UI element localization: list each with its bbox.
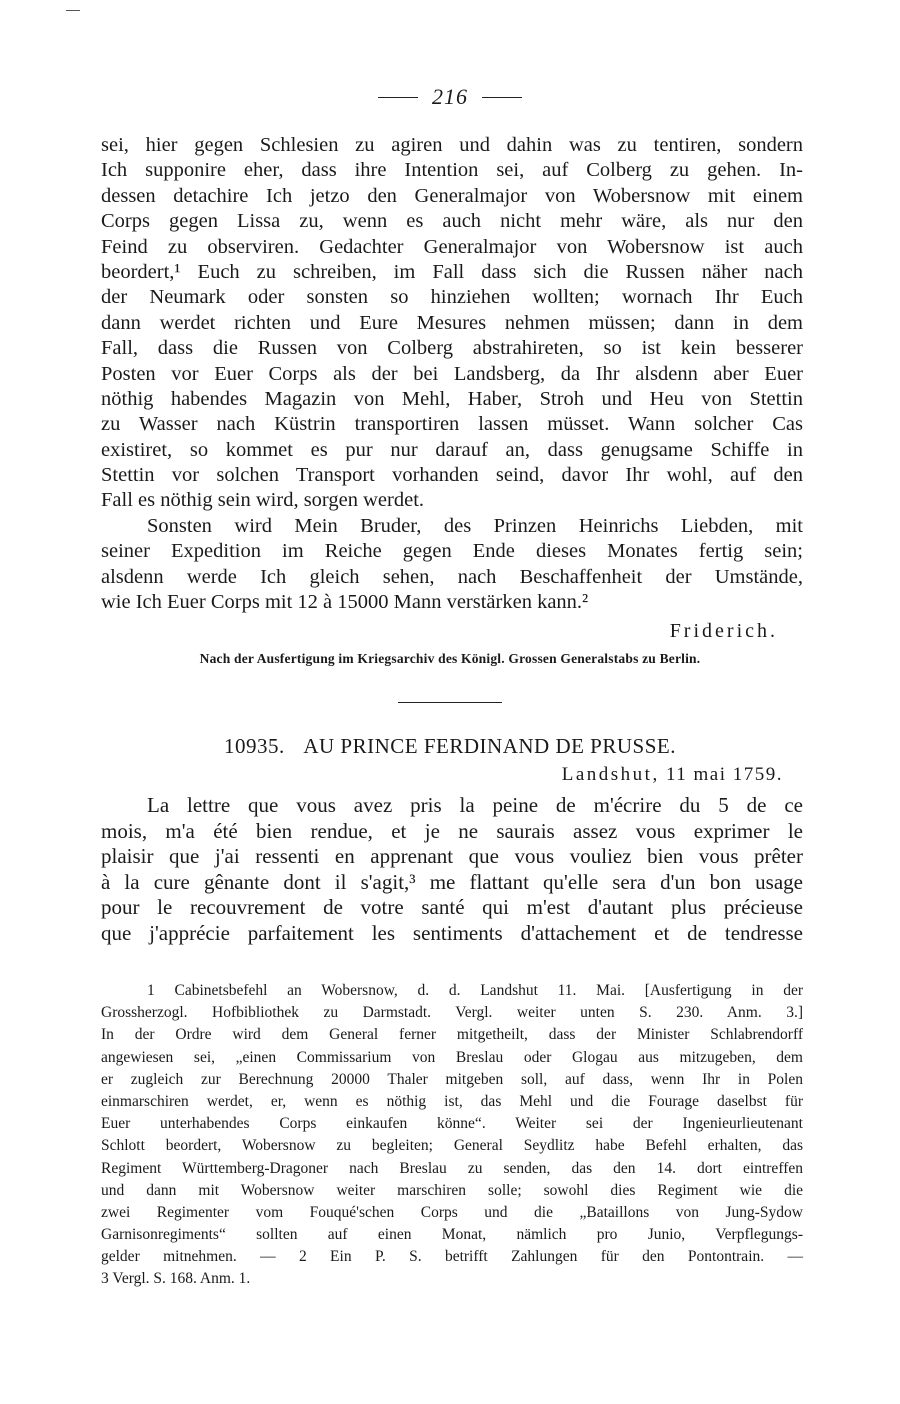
text-line: beordert,¹ Euch zu schreiben, im Fall dass sich die Russen näher nach [101, 260, 803, 283]
text-line: alsdenn werde Ich gleich sehen, nach Beschaffenheit der Umstände, [101, 565, 803, 588]
footnote-line: Grossherzogl. Hofbibliothek zu Darmstadt. Vergl. weiter unten S. 230. Anm. 3.] [101, 1004, 803, 1022]
text-line: der Neumark oder sonsten so hinziehen wollten; wornach Ihr Euch [101, 286, 803, 309]
text-line: à la cure gênante dont il s'agit,³ me flattant qu'elle sera d'un bon usage [101, 869, 803, 894]
text-line: seiner Expedition im Reiche gegen Ende dieses Monates fertig sein; [101, 540, 803, 563]
footnote-line: 1 Cabinetsbefehl an Wobersnow, d. d. Landshut 11. Mai. [Ausfertigung in der [147, 982, 803, 999]
document-heading [0, 734, 900, 759]
corner-mark [66, 10, 80, 11]
text-line: dann werdet richten und Eure Mesures nehmen müssen; dann in dem [101, 311, 803, 334]
text-line: que j'apprécie parfaitement les sentiments d'attachement et de tendresse [101, 920, 803, 945]
footnote-line: In der Ordre wird dem General ferner mitgetheilt, dass der Minister Schlabrendorff [101, 1026, 803, 1044]
footnote-line: Schlott beordert, Wobersnow zu begleiten; General Seydlitz habe Befehl erhalten, das [101, 1137, 803, 1155]
text-line: Posten vor Euer Corps als der bei Landsberg, da Ihr alsdenn aber Euer [101, 362, 803, 385]
text-line: zu Wasser nach Küstrin transportiren lassen müsset. Wann solcher Cas [101, 413, 803, 436]
text-line: pour le recouvrement de votre santé qui m'est d'autant plus précieuse [101, 895, 803, 919]
section-divider [398, 702, 502, 703]
document-title: AU PRINCE FERDINAND DE PRUSSE. [303, 734, 676, 758]
text-line: mois, m'a été bien rendue, et je ne saurais assez vous exprimer le [101, 818, 803, 843]
text-line: plaisir que j'ai ressenti en apprenant que vous vouliez bien vous prêter [101, 844, 803, 868]
text-line: sei, hier gegen Schlesien zu agiren und dahin was zu tentiren, sondern [101, 134, 803, 156]
footnote-line: und dann mit Wobersnow weiter marschiren solle; sowohl dies Regiment wie die [101, 1181, 803, 1199]
text-line: nöthig habendes Magazin von Mehl, Haber, Stroh und Heu von Stettin [101, 387, 803, 410]
signature: Friderich. [669, 620, 778, 642]
footnote-line: Regiment Württemberg-Dragoner nach Breslau zu senden, das den 14. dort eintreffen [101, 1159, 803, 1177]
footnote-line: gelder mitnehmen. — 2 Ein P. S. betrifft Zahlungen für den Pontontrain. — [101, 1248, 803, 1266]
document-number: 10935. [224, 734, 285, 758]
text-line: Corps gegen Lissa zu, wenn es auch nicht mehr wäre, als nur den [101, 210, 803, 233]
source-note: Nach der Ausfertigung im Kriegsarchiv des Königl. Grossen Generalstabs zu Berlin. [199, 651, 701, 666]
page-number: 216 [432, 84, 468, 109]
text-line: Feind zu observiren. Gedachter Generalmajor von Wobersnow ist auch [101, 235, 803, 258]
text-line: dessen detachire Ich jetzo den Generalmajor von Wobersnow mit einem [101, 184, 803, 207]
footnote-line: einmarschiren werdet, er, wenn es nöthig ist, das Mehl und die Fourage daselbst für [101, 1092, 803, 1110]
footnote-line: Euer unterhabendes Corps einkaufen könne“. Weiter sei der Ingenieurlieutenant [101, 1115, 803, 1133]
text-line: La lettre que vous avez pris la peine de m'écrire du 5 de ce [147, 793, 803, 817]
footnote-line: 3 Vergl. S. 168. Anm. 1. [101, 1270, 251, 1288]
dateline-date: 11 mai 1759. [665, 764, 783, 785]
text-line: Ich supponire eher, dass ihre Intention sei, auf Colberg zu gehen. In- [101, 159, 803, 182]
text-line: wie Ich Euer Corps mit 12 à 15000 Mann verstärken kann.² [101, 591, 589, 614]
footnote-line: er zugleich zur Berechnung 20000 Thaler mitgeben soll, auf dass, wenn Ihr in Polen [101, 1070, 803, 1088]
header-dash-left [378, 97, 418, 98]
text-line: existiret, so kommet es pur nur darauf an, dass genugsame Schiffe in [101, 438, 803, 461]
header-dash-right [482, 97, 522, 98]
text-line: Fall es nöthig sein wird, sorgen werdet. [101, 489, 425, 512]
footnote-line: zwei Regimenter vom Fouqué'schen Corps und die „Bataillons von Jung-Sydow [101, 1203, 803, 1221]
footnote-line: angewiesen sei, „einen Commissarium von Breslau oder Glogau aus mitzugeben, dem [101, 1048, 803, 1066]
dateline [562, 764, 783, 786]
text-line: Stettin vor solchen Transport vorhanden seind, davor Ihr wohl, auf den [101, 464, 803, 487]
footnotes [101, 980, 803, 1291]
text-line: Fall, dass die Russen von Colberg abstrahireten, so ist kein besserer [101, 337, 803, 360]
footnote-line: Garnisonregiments“ sollten auf einen Monat, nämlich pro Junio, Verpflegungs- [101, 1226, 803, 1244]
page-header [0, 84, 900, 110]
upper-text-block [101, 133, 803, 615]
dateline-place: Landshut, [561, 764, 660, 785]
letter-text-block [101, 793, 803, 946]
text-line: Sonsten wird Mein Bruder, des Prinzen Heinrichs Liebden, mit [147, 514, 803, 537]
